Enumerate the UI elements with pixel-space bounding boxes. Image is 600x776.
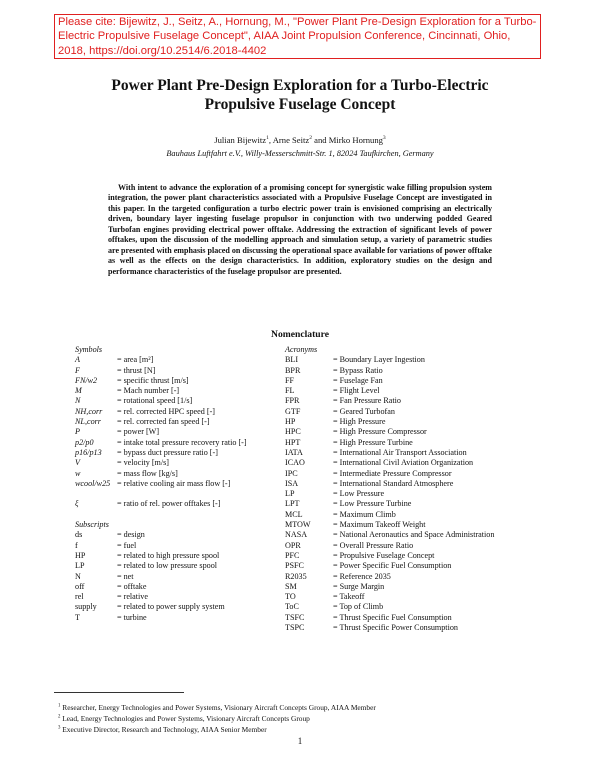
subscript-def: = turbine [117,612,147,622]
symbol: A [75,355,80,365]
acronym: HPT [285,437,301,447]
acronym: LP [285,489,295,499]
acronym-row [285,355,555,365]
symbol-def: = rotational speed [1/s] [117,396,193,406]
symbol-row [75,458,280,468]
footnote-divider [54,692,184,693]
symbol: FN/w2 [75,375,98,385]
acronym-row [285,479,555,489]
subscript-def: = related to power supply system [117,602,225,612]
acronym-def: = International Air Transport Association [333,447,467,457]
symbol-def: = rel. corrected fan speed [-] [117,417,210,427]
subscript: f [75,540,78,550]
acronym-row [285,623,555,633]
symbol-row [75,396,280,406]
author-3-mark: 3 [382,135,386,142]
author-1-mark: 1 [266,135,269,142]
acronym-row [285,561,555,571]
acronym: ICAO [285,458,305,468]
acronym-row [285,530,555,540]
acronym: BLI [285,355,299,365]
author-1: Julian Bijewitz [214,135,267,145]
symbol-def: = mass flow [kg/s] [117,468,178,478]
acronym-row [285,407,555,417]
nomenclature-heading: Nomenclature [271,329,329,340]
symbol-row [75,499,280,509]
symbol-row [75,479,280,489]
acronym: PSFC [285,561,304,571]
title-line-1: Power Plant Pre-Design Exploration for a Turbo-Electric [111,77,489,94]
acronym-def: = High Pressure [333,417,386,427]
acronym: HPC [285,427,301,437]
symbol-def: = power [W] [117,427,160,437]
subscripts-heading: Subscripts [75,520,109,530]
symbol-row [75,366,280,376]
acronym-row [285,366,555,376]
footnote-mark: 1 [58,703,61,709]
footnote-text: Executive Director, Research and Technology, AIAA Senior Member [62,725,267,734]
acronym-def: = Overall Pressure Ratio [333,540,414,550]
subscript-def: = net [117,571,134,581]
abstract: With intent to advance the exploration of a promising concept for synergistic wake filling propulsion system integration, the power plant characteristics associated with a Propulsive Fuselage Concept are investigated in this paper. In the targeted configuration a turbo electric power train is envisioned comprising an electrically driven, boundary layer ingesting fuselage propulsor in conjunction with two underwing podded Geared Turbofan engines providing electrical power offtake. Addressing the extraction of significant levels of power offtakes, upon the discussion of the modelling approach and simulation setup, a variety of parametric studies are presented with emphasis placed on discussing the operational space available for variations of power offtake as well as the effects on the design characteristics. In addition, exploratory studies on the design and performance characteristics of the fuselage propulsor are presented. [108,183,492,276]
symbol-row [75,427,280,437]
acronym-def: = Power Specific Fuel Consumption [333,561,452,571]
subscript-row [75,582,280,592]
subscript: ds [75,530,83,540]
acronym-def: = Fuselage Fan [333,375,383,385]
acronym: GTF [285,406,301,416]
symbol-def: = specific thrust [m/s] [117,375,189,385]
subscript-def: = related to low pressure spool [117,561,218,571]
subscript: LP [75,561,85,571]
subscript-def: = fuel [117,540,137,550]
acronym-row [285,613,555,623]
author-2-mark: 2 [309,135,313,142]
symbol: NL,corr [75,417,101,427]
symbol-row [75,376,280,386]
acronym-row [285,427,555,437]
subscript-row [75,613,280,623]
subscript: supply [75,602,97,612]
acronym-row [285,489,555,499]
acronym-row [285,520,555,530]
spacer [75,510,280,520]
acronym-row [285,438,555,448]
subscript-def: = related to high pressure spool [117,550,220,560]
acronym-def: = Low Pressure [333,489,385,499]
acronym-def: = Boundary Layer Ingestion [333,355,425,365]
acronym-row [285,572,555,582]
subscript: HP [75,550,86,560]
acronym-row [285,551,555,561]
acronym-def: = Takeoff [333,592,365,602]
acronym: NASA [285,530,308,540]
footnote-text: Researcher, Energy Technologies and Power Systems, Visionary Aircraft Concepts Group, AIAA Member [62,703,376,712]
author-3: Mirko Hornung [328,135,383,145]
acronym: MCL [285,509,303,519]
title-line-2: Propulsive Fuselage Concept [204,96,396,113]
acronym: IPC [285,468,298,478]
symbol-def: = bypass duct pressure ratio [-] [117,447,218,457]
author-sep: , [268,135,273,145]
symbol-def: = area [m²] [117,355,154,365]
acronyms-heading: Acronyms [285,345,318,354]
acronym-row [285,510,555,520]
symbol: V [75,458,80,468]
acronym: TSPC [285,623,305,633]
acronym-def: = High Pressure Turbine [333,437,413,447]
subscript: N [75,571,81,581]
acronym-def: = Thrust Specific Fuel Consumption [333,612,452,622]
acronym-def: = Low Pressure Turbine [333,499,412,509]
acronym-def: = Propulsive Fuselage Concept [333,550,435,560]
authors [54,135,546,146]
footnote [58,702,548,713]
subscript-row [75,592,280,602]
symbol-def: = intake total pressure recovery ratio [-] [117,437,247,447]
acronym-def: = Geared Turbofan [333,406,395,416]
symbol-def: = ratio of rel. power offtakes [-] [117,499,221,509]
subscript: T [75,612,80,622]
acronym-row [285,582,555,592]
subscript-row [75,541,280,551]
acronym-def: = Bypass Ratio [333,365,383,375]
acronym: BPR [285,365,301,375]
acronym: IATA [285,447,303,457]
acronym-row [285,417,555,427]
acronym-def: = Maximum Climb [333,509,396,519]
acronym-def: = Top of Climb [333,602,384,612]
acronym: ToC [285,602,299,612]
symbol: p2/p0 [75,437,94,447]
acronym: OPR [285,540,301,550]
symbol-row [75,417,280,427]
acronym-row [285,448,555,458]
symbol: wcool/w25 [75,478,111,488]
acronym-row [285,376,555,386]
symbol-row [75,386,280,396]
subscript-row [75,572,280,582]
acronym-def: = Fan Pressure Ratio [333,396,401,406]
subscript-def: = relative [117,592,148,602]
acronym: HP [285,417,296,427]
acronym: TSFC [285,612,305,622]
acronym-def: = Surge Margin [333,581,385,591]
footnote [58,724,548,735]
footnote-mark: 3 [58,725,61,731]
acronym-def: = National Aeronautics and Space Administration [333,530,495,540]
acronym: FPR [285,396,300,406]
footnote-text: Lead, Energy Technologies and Power Systems, Visionary Aircraft Concepts Group [62,714,310,723]
acronym-row [285,396,555,406]
acronym: PFC [285,550,300,560]
footnote-mark: 2 [58,714,61,720]
page-number: 1 [297,736,303,746]
acronym-def: = Maximum Takeoff Weight [333,520,426,530]
symbol: w [75,468,81,478]
subscript-def: = design [117,530,145,540]
acronym-def: = International Civil Aviation Organization [333,458,474,468]
subscript: rel [75,592,84,602]
symbol-row [75,448,280,458]
acronym-def: = Flight Level [333,386,380,396]
acronym: SM [285,581,297,591]
symbol: N [75,396,81,406]
acronym: FF [285,375,295,385]
symbol-def: = relative cooling air mass flow [-] [117,478,231,488]
acronym: ISA [285,478,299,488]
symbol: M [75,386,82,396]
affiliation: Bauhaus Luftfahrt e.V., Willy-Messerschmitt-Str. 1, 82024 Taufkirchen, Germany [166,149,434,158]
acronym-row [285,386,555,396]
acronym-def: = International Standard Atmosphere [333,478,454,488]
symbol-def: = Mach number [-] [117,386,180,396]
symbol: NH,corr [75,406,103,416]
symbol: F [75,365,80,375]
acronym: LPT [285,499,300,509]
symbol-def: = rel. corrected HPC speed [-] [117,406,215,416]
subscript-row [75,602,280,612]
subscript-row [75,551,280,561]
author-2: Arne Seitz [272,135,310,145]
symbols-heading: Symbols [75,345,103,354]
acronym: MTOW [285,520,311,530]
acronym-row [285,592,555,602]
acronym-def: = Reference 2035 [333,571,391,581]
nomenclature-right-column [285,345,555,633]
acronym-row [285,499,555,509]
symbol-def: = velocity [m/s] [117,458,169,468]
acronym-def: = Intermediate Pressure Compressor [333,468,452,478]
acronym-def: = Thrust Specific Power Consumption [333,623,458,633]
acronym-row [285,458,555,468]
symbol-row [75,407,280,417]
subscript: off [75,581,85,591]
citation-box: Please cite: Bijewitz, J., Seitz, A., Hornung, M., "Power Plant Pre-Design Exploration for a Turbo-Electric Propulsive Fuselage Concept", AIAA Joint Propulsion Conference, Cincinnati, Ohio, 2018, https://doi.org/10.2514/6.2018-4402 [54,14,541,59]
acronym: R2035 [285,571,307,581]
acronym: TO [285,592,296,602]
symbol: ξ [75,499,79,509]
acronym-row [285,602,555,612]
spacer [75,489,280,499]
symbol-def: = thrust [N] [117,365,156,375]
acronym-row [285,541,555,551]
paper-title [54,76,546,114]
symbol-row [75,469,280,479]
footnotes [58,702,548,735]
acronym-row [285,469,555,479]
author-and: and [312,135,329,145]
symbol: p16/p13 [75,447,102,457]
symbol-row [75,355,280,365]
symbol: P [75,427,80,437]
nomenclature-left-column [75,345,280,623]
acronym: FL [285,386,295,396]
symbol-row [75,438,280,448]
acronym-def: = High Pressure Compressor [333,427,427,437]
footnote [58,713,548,724]
subscript-row [75,530,280,540]
subscript-def: = offtake [117,581,147,591]
subscript-row [75,561,280,571]
